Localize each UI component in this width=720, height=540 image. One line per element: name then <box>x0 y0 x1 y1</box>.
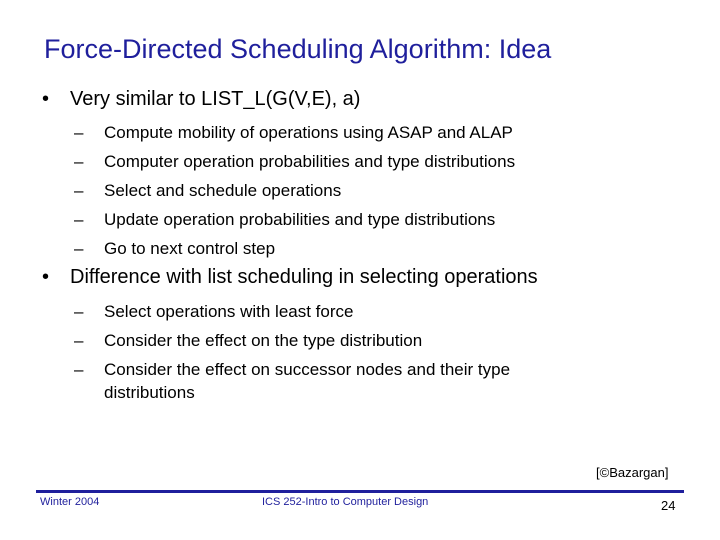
dash-icon: – <box>74 331 84 350</box>
dash-icon: – <box>74 302 84 321</box>
citation: [©Bazargan] <box>596 465 669 480</box>
sub-bullet-text: Update operation probabilities and type distributions <box>104 210 496 229</box>
sub-bullet-text: Consider the effect on the type distribution <box>104 331 423 350</box>
sub-bullet-item <box>74 208 674 231</box>
dash-icon: – <box>74 210 84 229</box>
sub-bullet-item <box>74 179 674 202</box>
dash-icon: – <box>74 360 84 379</box>
page-number: 24 <box>661 498 676 513</box>
dash-icon: – <box>74 152 84 171</box>
dash-icon: – <box>74 181 84 200</box>
sub-bullet-text: Computer operation probabilities and type distributions <box>104 152 516 171</box>
slide-title: Force-Directed Scheduling Algorithm: Idea <box>44 34 552 64</box>
sub-bullet-item <box>74 237 674 260</box>
sub-bullet-item <box>74 300 674 323</box>
bullet-text: Difference with list scheduling in selecting operations <box>70 266 538 288</box>
footer-term: Winter 2004 <box>40 496 100 508</box>
footer-divider <box>36 490 684 493</box>
sub-bullet-item <box>74 150 674 173</box>
sub-bullet-item <box>74 329 674 352</box>
sub-bullet-text: Consider the effect on successor nodes and their type distributions <box>104 360 511 402</box>
bullet-text: Very similar to LIST_L(G(V,E), a) <box>70 88 361 110</box>
footer-course: ICS 252-Intro to Computer Design <box>262 496 429 508</box>
sub-bullet-text: Go to next control step <box>104 239 276 258</box>
sub-bullet-text: Compute mobility of operations using ASAP and ALAP <box>104 123 513 142</box>
dash-icon: – <box>74 123 84 142</box>
sub-bullet-text: Select and schedule operations <box>104 181 342 200</box>
sub-bullet-item <box>74 358 674 404</box>
sub-bullet-text: Select operations with least force <box>104 302 354 321</box>
bullet-icon: • <box>42 266 50 288</box>
dash-icon: – <box>74 239 84 258</box>
sub-bullet-item <box>74 121 674 144</box>
bullet-icon: • <box>42 88 50 110</box>
